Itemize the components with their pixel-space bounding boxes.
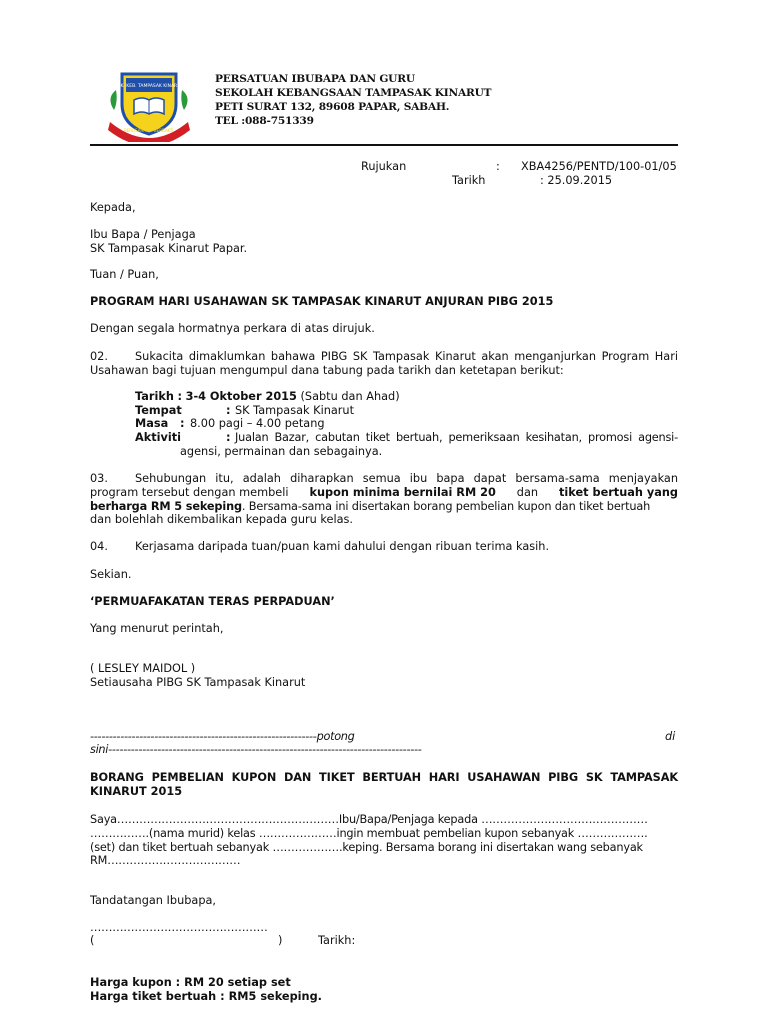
detail-tempat-value: SK Tampasak Kinarut (235, 404, 355, 417)
form-tarikh-label: Tarikh: (318, 934, 356, 947)
form-line[interactable]: (set) dan tiket bertuah sebanyak ……………….keping. Bersama borang ini disertakan wang sebanyak (90, 841, 643, 854)
para-3-text: . Bersama-sama ini disertakan borang pembelian kupon dan tiket bertuah (241, 500, 651, 513)
name-paren-close: ) (278, 934, 283, 947)
paragraph-1: Dengan segala hormatnya perkara di atas dirujuk. (90, 322, 375, 335)
para-3-text: dan (516, 486, 539, 499)
detail-tarikh-colon: : (177, 390, 182, 403)
cut-line: sini----------------------------------------------------------------------------------- (90, 743, 422, 756)
letterhead (215, 72, 491, 128)
form-line[interactable]: RM……………………………… (90, 854, 241, 867)
para-3-line: dan bolehlah dikembalikan kepada guru kelas. (90, 513, 353, 526)
ticket-price: berharga RM 5 sekeping (90, 500, 242, 513)
detail-tarikh-note: (Sabtu dan Ahad) (300, 390, 400, 403)
letterhead-line: SEKOLAH KEBANGSAAN TAMPASAK KINARUT (215, 87, 492, 99)
letterhead-line: TEL :088-751339 (215, 115, 314, 127)
logo-text-left: BERUSAHA (124, 128, 147, 133)
para-3-number: 03. (90, 472, 108, 485)
rujukan-label: Rujukan (361, 160, 407, 173)
motto: ‘PERMUAFAKATAN TERAS PERPADUAN’ (90, 595, 335, 608)
coupon-price: Harga kupon : RM 20 setiap set (90, 976, 291, 989)
para-4-number: 04. (90, 540, 108, 553)
signer-name: ( LESLEY MAIDOL ) (90, 662, 196, 675)
name-paren-open: ( (90, 934, 95, 947)
detail-aktiviti-value: agensi, permainan dan sebagainya. (180, 445, 383, 458)
detail-tarikh (135, 390, 400, 403)
closing: Sekian. (90, 568, 132, 581)
para-2-line: Usahawan bagi tujuan mengumpul dana tabung pada tarikh dan ketetapan berikut: (90, 364, 564, 377)
detail-tarikh-label: Tarikh (135, 390, 174, 403)
para-3-line (90, 486, 678, 499)
detail-aktiviti-label: Aktiviti (135, 431, 182, 444)
lucky-ticket-price: Harga tiket bertuah : RM5 sekeping. (90, 990, 322, 1003)
para-2-number: 02. (90, 350, 108, 363)
tarikh-label: Tarikh (452, 174, 486, 187)
tarikh-value: : 25.09.2015 (540, 174, 613, 187)
letterhead-line: PERSATUAN IBUBAPA DAN GURU (215, 73, 415, 85)
school-logo (104, 70, 194, 142)
form-line[interactable]: …………….(nama murid) kelas …………………ingin membuat pembelian kupon sebanyak ………………. (90, 827, 648, 840)
logo-text-right: BERBAKTI (154, 128, 174, 133)
para-3-line (90, 500, 678, 513)
rujukan-value: XBA4256/PENTD/100-01/05 (521, 160, 677, 173)
cut-line-end: di (665, 730, 676, 743)
para-4-text: Kerjasama daripada tuan/puan kami dahului dengan ribuan terima kasih. (135, 540, 550, 553)
detail-tempat-colon: : (226, 404, 231, 417)
cut-line: ------------------------------------------------------------potong (90, 730, 355, 743)
subject: PROGRAM HARI USAHAWAN SK TAMPASAK KINARUT ANJURAN PIBG 2015 (90, 295, 554, 308)
signature-label: Tandatangan Ibubapa, (90, 894, 217, 907)
coupon-minimum: kupon minima bernilai RM 20 (309, 486, 496, 499)
signature-field[interactable]: ………………………………………… (90, 921, 268, 934)
letterhead-line: PETI SURAT 132, 89608 PAPAR, SABAH. (215, 101, 450, 113)
recipient-line: Ibu Bapa / Penjaga (90, 228, 196, 241)
recipient-line: SK Tampasak Kinarut Papar. (90, 242, 248, 255)
detail-tarikh-value: 3-4 Oktober 2015 (185, 390, 297, 403)
detail-masa-label: Masa (135, 417, 169, 430)
form-title: BORANG PEMBELIAN KUPON DAN TIKET BERTUAH HARI USAHAWAN PIBG SK TAMPASAK (90, 771, 678, 784)
detail-aktiviti-value: Jualan Bazar, cabutan tiket bertuah, pemeriksaan kesihatan, promosi agensi- (235, 431, 678, 444)
salutation: Tuan / Puan, (90, 268, 159, 281)
detail-aktiviti-colon: : (226, 431, 231, 444)
kepada: Kepada, (90, 201, 136, 214)
para-3-line: Sehubungan itu, adalah diharapkan semua ibu bapa dapat bersama-sama menjayakan (135, 472, 678, 485)
lucky-ticket-label: tiket bertuah yang (559, 486, 678, 499)
para-2-line: Sukacita dimaklumkan bahawa PIBG SK Tampasak Kinarut akan menganjurkan Program Hari (135, 350, 678, 363)
signer-title: Setiausaha PIBG SK Tampasak Kinarut (90, 676, 306, 689)
yours-faithfully: Yang menurut perintah, (90, 622, 224, 635)
detail-masa-colon: : (180, 417, 185, 430)
logo-text-top: SEK. KEB. TAMPASAK KINARUT (114, 84, 184, 89)
para-3-text: program tersebut dengan membeli (90, 486, 289, 499)
form-line[interactable]: Saya……………………………………………………Ibu/Bapa/Penjaga kepada ……………………………………… (90, 813, 648, 826)
header-divider (90, 144, 678, 146)
detail-tempat-label: Tempat (135, 404, 182, 417)
rujukan-colon: : (496, 160, 500, 173)
form-title: KINARUT 2015 (90, 785, 183, 798)
detail-masa-value: 8.00 pagi – 4.00 petang (190, 417, 325, 430)
